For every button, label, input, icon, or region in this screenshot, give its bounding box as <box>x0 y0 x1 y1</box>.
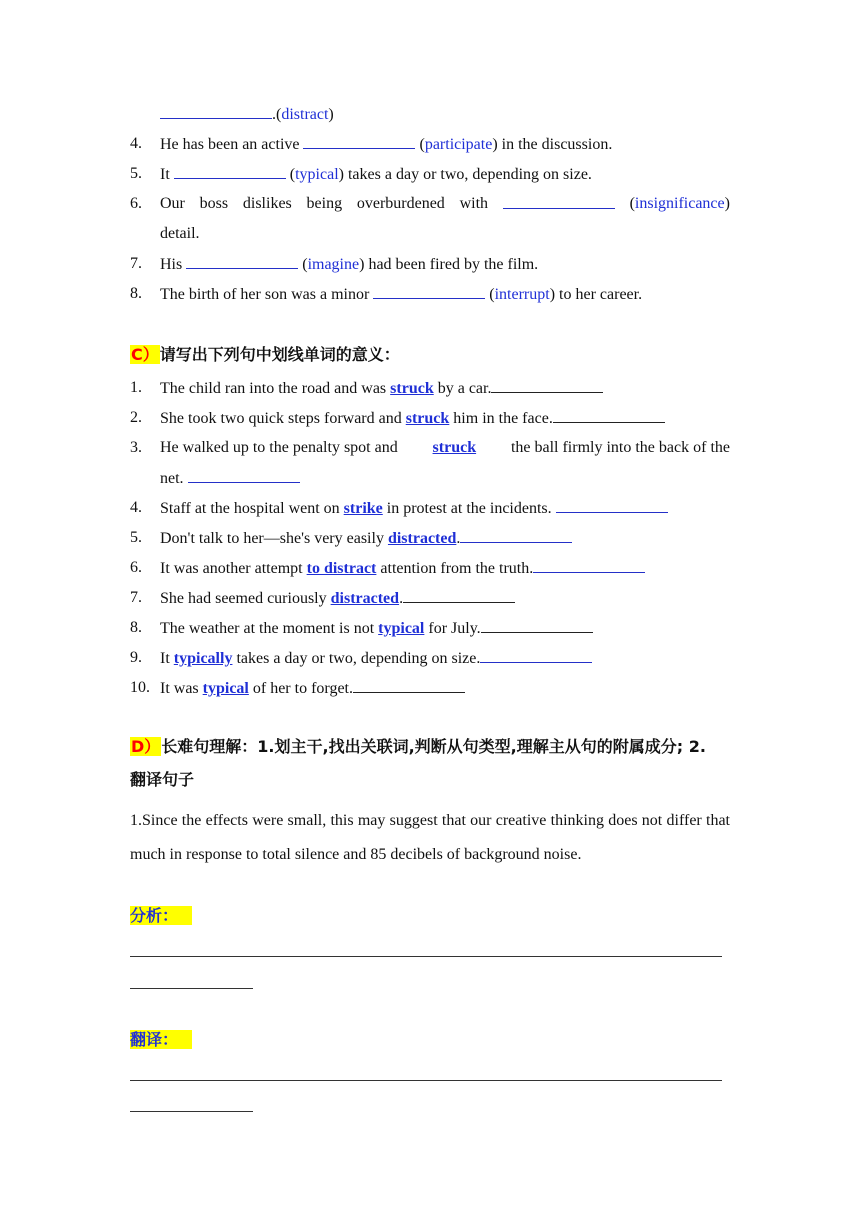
answer-blank[interactable] <box>553 408 665 423</box>
answer-blank[interactable] <box>174 164 286 179</box>
item-number: 5. <box>130 529 142 546</box>
item-number: 3. <box>130 439 142 456</box>
underlined-word: typically <box>173 650 233 667</box>
answer-blank[interactable] <box>403 588 515 603</box>
word-hint: participate <box>424 136 493 153</box>
translation-answer-line[interactable] <box>130 1111 253 1112</box>
answer-blank[interactable] <box>353 678 465 693</box>
answer-blank[interactable] <box>481 618 593 633</box>
word-hint: distract <box>281 106 329 123</box>
item-number: 4. <box>130 135 142 152</box>
underlined-word: typical <box>378 620 425 637</box>
item-number: 7. <box>130 589 142 606</box>
item-number: 10. <box>130 679 150 696</box>
analysis-answer-line[interactable] <box>130 956 722 957</box>
word-hint: insignificance <box>634 195 725 212</box>
word-hint: imagine <box>307 256 360 273</box>
underlined-word: distracted <box>330 590 400 607</box>
section-c-heading <box>130 343 400 367</box>
item-number: 5. <box>130 165 142 182</box>
answer-blank[interactable] <box>491 378 603 393</box>
answer-blank[interactable] <box>480 648 592 663</box>
item-number: 8. <box>130 285 142 302</box>
answer-blank[interactable] <box>188 468 300 483</box>
section-title: 请写出下列句中划线单词的意义： <box>159 345 400 364</box>
section-d-heading <box>130 735 706 759</box>
section-tag: D） <box>131 737 161 756</box>
section-title: 长难句理解：1.划主干,找出关联词,判断从句类型,理解主从句的附属成分; 2. <box>161 737 706 756</box>
item-number: 8. <box>130 619 142 636</box>
item-number: 6. <box>130 559 142 576</box>
answer-blank[interactable] <box>460 528 572 543</box>
answer-blank[interactable] <box>373 284 485 299</box>
underlined-word: to distract <box>306 560 377 577</box>
answer-blank[interactable] <box>556 498 668 513</box>
answer-blank[interactable] <box>533 558 645 573</box>
translation-label: 翻译： <box>130 1028 192 1052</box>
item-number: 4. <box>130 499 142 516</box>
analysis-label: 分析： <box>130 904 192 928</box>
item-number: 1. <box>130 379 142 396</box>
underlined-word: struck <box>390 380 434 397</box>
underlined-word: strike <box>343 500 383 517</box>
underlined-word: struck <box>405 410 450 427</box>
answer-blank[interactable] <box>303 134 415 149</box>
underlined-word: distracted <box>387 530 457 547</box>
word-hint: typical <box>295 166 339 183</box>
item-number: 6. <box>130 195 142 212</box>
answer-blank[interactable] <box>186 254 298 269</box>
long-sentence: 1.Since the effects were small, this may suggest that our creative thinking does not differ that much in response to total silence and 85 decibels of background noise. <box>130 812 730 863</box>
item-number: 7. <box>130 255 142 272</box>
item-number: 2. <box>130 409 142 426</box>
underlined-word: typical <box>202 680 249 697</box>
translation-answer-line[interactable] <box>130 1080 722 1081</box>
section-d-heading-line2: 翻译句子 <box>130 770 195 789</box>
section-tag: C） <box>131 345 159 364</box>
answer-blank[interactable] <box>160 104 272 119</box>
item-number: 9. <box>130 649 142 666</box>
answer-blank[interactable] <box>503 194 615 209</box>
word-hint: interrupt <box>494 286 550 303</box>
analysis-answer-line[interactable] <box>130 988 253 989</box>
underlined-word: struck <box>432 439 477 456</box>
